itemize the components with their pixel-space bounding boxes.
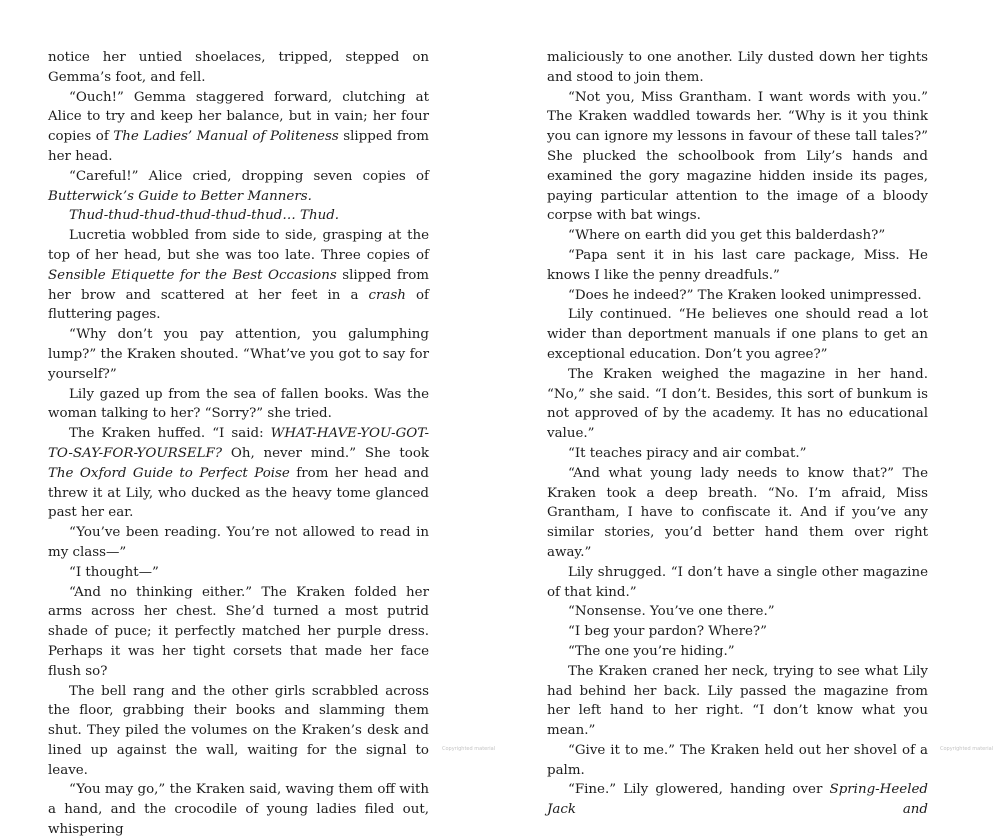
text-run: Lucretia wobbled from side to side, grasping at the top of her head, but she was too late. Three copies of [48, 228, 429, 263]
paragraph [547, 444, 928, 464]
text-run: The Kraken huffed. “I said: [69, 426, 271, 442]
italic-text: crash [368, 287, 406, 303]
text-run: “Not you, Miss Grantham. I want words with you.” The Kraken waddled towards her. “Why is it you think you can ignore my lessons in favour of these tall tales?” She plucked the schoolbook from Lily’s hands and examined the gory magazine hidden inside its pages, paying particular attention to the image of a bloody corpse with bat wings. [547, 89, 928, 224]
paragraph [48, 563, 429, 583]
paragraph [48, 206, 429, 226]
paragraph [48, 583, 429, 682]
text-run: The Kraken craned her neck, trying to see what Lily had behind her back. Lily passed the magazine from her left hand to her right. “I don’t know what you mean.” [547, 663, 928, 739]
text-run: from her head and threw it at Lily, who ducked as the heavy tome glanced past her ear. [48, 465, 429, 521]
text-run: “I thought—” [69, 564, 159, 580]
text-run: Lily shrugged. “I don’t have a single other magazine of that kind.” [547, 564, 928, 600]
text-run: “It teaches piracy and air combat.” [568, 445, 807, 461]
text-run: “You may go,” the Kraken said, waving them off with a hand, and the crocodile of young ladies filed out, whispering [48, 782, 429, 838]
italic-text: The Oxford Guide to Perfect Poise [48, 465, 290, 481]
paragraph [547, 563, 928, 603]
paragraph [48, 167, 429, 207]
paragraph [547, 642, 928, 662]
text-run: Oh, never mind.” She took [222, 445, 429, 461]
text-run: notice her untied shoelaces, tripped, stepped on Gemma’s foot, and fell. [48, 50, 429, 85]
text-run: “And no thinking either.” The Kraken folded her arms across her chest. She’d turned a most putrid shade of puce; it perfectly matched her purple dress. Perhaps it was her tight corsets that made her face flush so? [48, 584, 429, 679]
paragraph [48, 424, 429, 523]
text-run: “You’ve been reading. You’re not allowed to read in my class—” [48, 525, 429, 560]
paragraph [48, 780, 429, 839]
text-run: of fluttering pages. [48, 287, 430, 323]
paragraph [48, 226, 429, 325]
italic-text: Thud-thud-thud-thud-thud-thud… Thud. [69, 208, 340, 224]
text-run: “Ouch!” Gemma staggered forward, clutching at Alice to try and keep her balance, but in vain; her four copies of [48, 89, 429, 145]
text-run: Lily continued. “He believes one should read a lot wider than deportment manuals if one plans to get an exceptional education. Don’t you agree?” [547, 307, 928, 362]
paragraph [547, 780, 928, 820]
paragraph [547, 602, 928, 622]
text-run: slipped from her brow and scattered at her feet in a [48, 267, 429, 303]
italic-text: Spring-Heeled Jack and [547, 782, 928, 818]
paragraph [547, 88, 928, 227]
copyright-watermark-left: Copyrighted material [442, 746, 496, 752]
paragraph [48, 48, 429, 88]
copyright-watermark-right: Copyrighted material [940, 746, 994, 752]
text-run: “Fine.” Lily glowered, handing over [568, 782, 830, 798]
text-run: “Papa sent it in his last care package, Miss. He knows I like the penny dreadfuls.” [547, 247, 928, 283]
text-run: “Give it to me.” The Kraken held out her shovel of a palm. [547, 742, 928, 778]
text-run: “Careful!” Alice cried, dropping seven copies of [69, 168, 429, 184]
text-run: “Why don’t you pay attention, you galumphing lump?” the Kraken shouted. “What’ve you got to say for yourself?” [48, 327, 429, 382]
paragraph [547, 48, 928, 88]
paragraph [547, 305, 928, 364]
paragraph [547, 226, 928, 246]
text-run: “Nonsense. You’ve one there.” [568, 604, 775, 620]
text-run: “Where on earth did you get this balderdash?” [568, 228, 886, 244]
paragraph [547, 365, 928, 444]
italic-text: Butterwick’s Guide to Better Manners. [48, 188, 312, 204]
right-page [547, 48, 928, 820]
text-run: “Does he indeed?” The Kraken looked unimpressed. [568, 287, 922, 303]
paragraph [547, 286, 928, 306]
paragraph [547, 246, 928, 286]
paragraph [48, 523, 429, 563]
text-run: The bell rang and the other girls scrabbled across the floor, grabbing their books and slamming them shut. They piled the volumes on the Kraken’s desk and lined up against the wall, waiting for the signal to leave. [48, 683, 429, 778]
text-run: maliciously to one another. Lily dusted down her tights and stood to join them. [547, 50, 928, 85]
italic-text: Sensible Etiquette for the Best Occasions [48, 267, 337, 283]
paragraph [48, 385, 429, 425]
paragraph [547, 464, 928, 563]
text-run: slipped from her head. [48, 129, 429, 164]
paragraph [48, 682, 429, 781]
paragraph [547, 622, 928, 642]
text-run: Lily gazed up from the sea of fallen books. Was the woman talking to her? “Sorry?” she tried. [48, 386, 429, 422]
text-run: “The one you’re hiding.” [568, 643, 735, 659]
text-run: “I beg your pardon? Where?” [568, 624, 767, 640]
left-page [48, 48, 429, 840]
italic-text: The Ladies’ Manual of Politeness [113, 129, 339, 145]
text-run: The Kraken weighed the magazine in her hand. “No,” she said. “I don’t. Besides, this sort of bunkum is not approved of by the academy. It has no educational value.” [547, 366, 928, 442]
paragraph [48, 325, 429, 384]
italic-text: WHAT-HAVE-YOU-GOT-TO-SAY-FOR-YOURSELF? [48, 426, 429, 461]
paragraph [48, 88, 429, 167]
paragraph [547, 662, 928, 741]
text-run: “And what young lady needs to know that?” The Kraken took a deep breath. “No. I’m afraid, Miss Grantham, I have to confiscate it. And if you’ve any similar stories, you’d better hand them over right away.” [547, 465, 928, 560]
paragraph [547, 741, 928, 781]
